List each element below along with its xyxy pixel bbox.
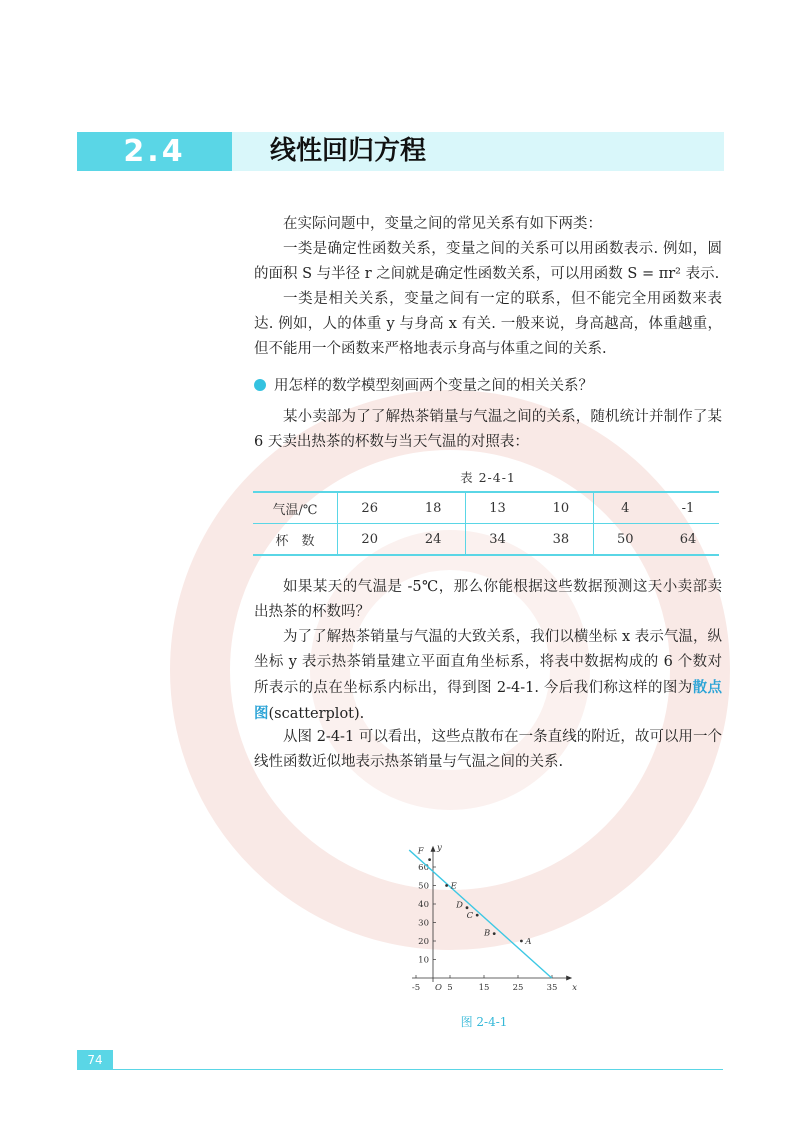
y-tick-label: 60 (418, 863, 429, 873)
y-tick-label: 10 (418, 955, 429, 966)
table-cell: 26 (338, 492, 402, 524)
point-label-d: D (456, 900, 463, 911)
y-axis-label: y (437, 842, 442, 853)
table-cell: 20 (338, 524, 402, 556)
data-point-c (476, 914, 479, 917)
y-tick-label: 50 (418, 881, 429, 892)
section-title: 线性回归方程 (270, 136, 427, 166)
paragraph-correlation: 一类是相关关系，变量之间有一定的联系，但不能完全用函数来表达. 例如，人的体重 y 与身高 x 有关. 一般来说，身高越高，体重越重，但不能用一个函数来严格地表示身高与体重之间的关系. (254, 291, 722, 357)
row-label-temperature: 气温/℃ (253, 492, 338, 524)
temperature-sales-table (253, 491, 719, 556)
y-tick-label: 30 (418, 918, 429, 929)
table-cell: 4 (593, 492, 657, 524)
point-label-a: A (525, 937, 532, 947)
y-tick-label: 20 (418, 937, 429, 947)
y-tick-label: 40 (418, 900, 429, 910)
question-text: 用怎样的数学模型刻画两个变量之间的相关关系？ (274, 378, 593, 394)
paragraph-function-relation: 一类是确定性函数关系，变量之间的关系可以用函数表示. 例如，圆的面积 S 与半径 r 之间就是确定性函数关系，可以用函数 S = πr² 表示. (254, 241, 722, 282)
paragraph-intro: 在实际问题中，变量之间的常见关系有如下两类： (283, 216, 602, 232)
y-axis-arrow (431, 846, 436, 852)
x-tick-label: 15 (478, 983, 490, 993)
data-point-d (466, 906, 469, 909)
point-label-c: C (466, 911, 474, 922)
paragraph-linear-observation: 从图 2-4-1 可以看出，这些点散布在一条直线的附近，故可以用一个线性函数近似地表示热茶销量与气温之间的关系. (254, 729, 722, 770)
point-label-f: F (417, 846, 424, 857)
paragraph-shop-survey: 某小卖部为了了解热茶销量与气温之间的关系，随机统计并制作了某 6 天卖出热茶的杯数与当天气温的对照表： (254, 409, 722, 450)
table-cell: 13 (465, 492, 529, 524)
table-cell: 50 (593, 524, 657, 556)
data-point-e (445, 884, 448, 887)
scatterplot-term: 散点图 (254, 679, 722, 722)
figure-caption: 图 2-4-1 (460, 1015, 508, 1029)
x-tick-label: 25 (512, 983, 524, 993)
point-label-e: E (450, 881, 457, 892)
table-cell: 64 (657, 524, 719, 556)
x-tick-label: -5 (411, 983, 421, 993)
footer-rule (113, 1069, 723, 1070)
scatter-plot (405, 778, 577, 1003)
table-cell: -1 (657, 492, 719, 524)
paragraph-prediction-question: 如果某天的气温是 -5℃，那么你能根据这些数据预测这天小卖部卖出热茶的杯数吗？ (254, 579, 722, 620)
table-row-cups (253, 524, 719, 556)
point-label-b: B (483, 928, 491, 939)
x-axis-label: x (572, 983, 577, 993)
table-cell: 34 (465, 524, 529, 556)
data-point-f (428, 858, 431, 861)
regression-line (409, 850, 551, 978)
table-row-temperature (253, 492, 719, 524)
x-axis-arrow (566, 976, 572, 981)
table-caption: 表 2-4-1 (460, 470, 516, 485)
section-number: 2.4 (77, 132, 232, 171)
table-cell: 10 (529, 492, 593, 524)
x-tick-label: 35 (546, 983, 558, 993)
table-cell: 38 (529, 524, 593, 556)
table-cell: 24 (401, 524, 465, 556)
paragraph-scatterplot-definition (254, 625, 722, 727)
guiding-question (254, 374, 722, 399)
scatterplot-text-before: 为了了解热茶销量与气温的大致关系，我们以横坐标 x 表示气温，纵坐标 y 表示热茶销量建立平面直角坐标系，将表中数据构成的 6 个数对所表示的点在坐标系内标出，得到图 2-4-1. 今后我们称这样的图为 (254, 629, 722, 696)
table-cell: 18 (401, 492, 465, 524)
data-point-a (520, 940, 523, 943)
origin-label: O (435, 983, 442, 993)
scatterplot-text-after: (scatterplot). (268, 706, 365, 722)
row-label-cups: 杯 数 (253, 524, 338, 556)
section-title-bar (232, 132, 724, 171)
bullet-icon (254, 379, 266, 391)
data-point-b (493, 932, 496, 935)
page-number: 74 (77, 1050, 113, 1070)
x-tick-label: 5 (447, 983, 453, 993)
